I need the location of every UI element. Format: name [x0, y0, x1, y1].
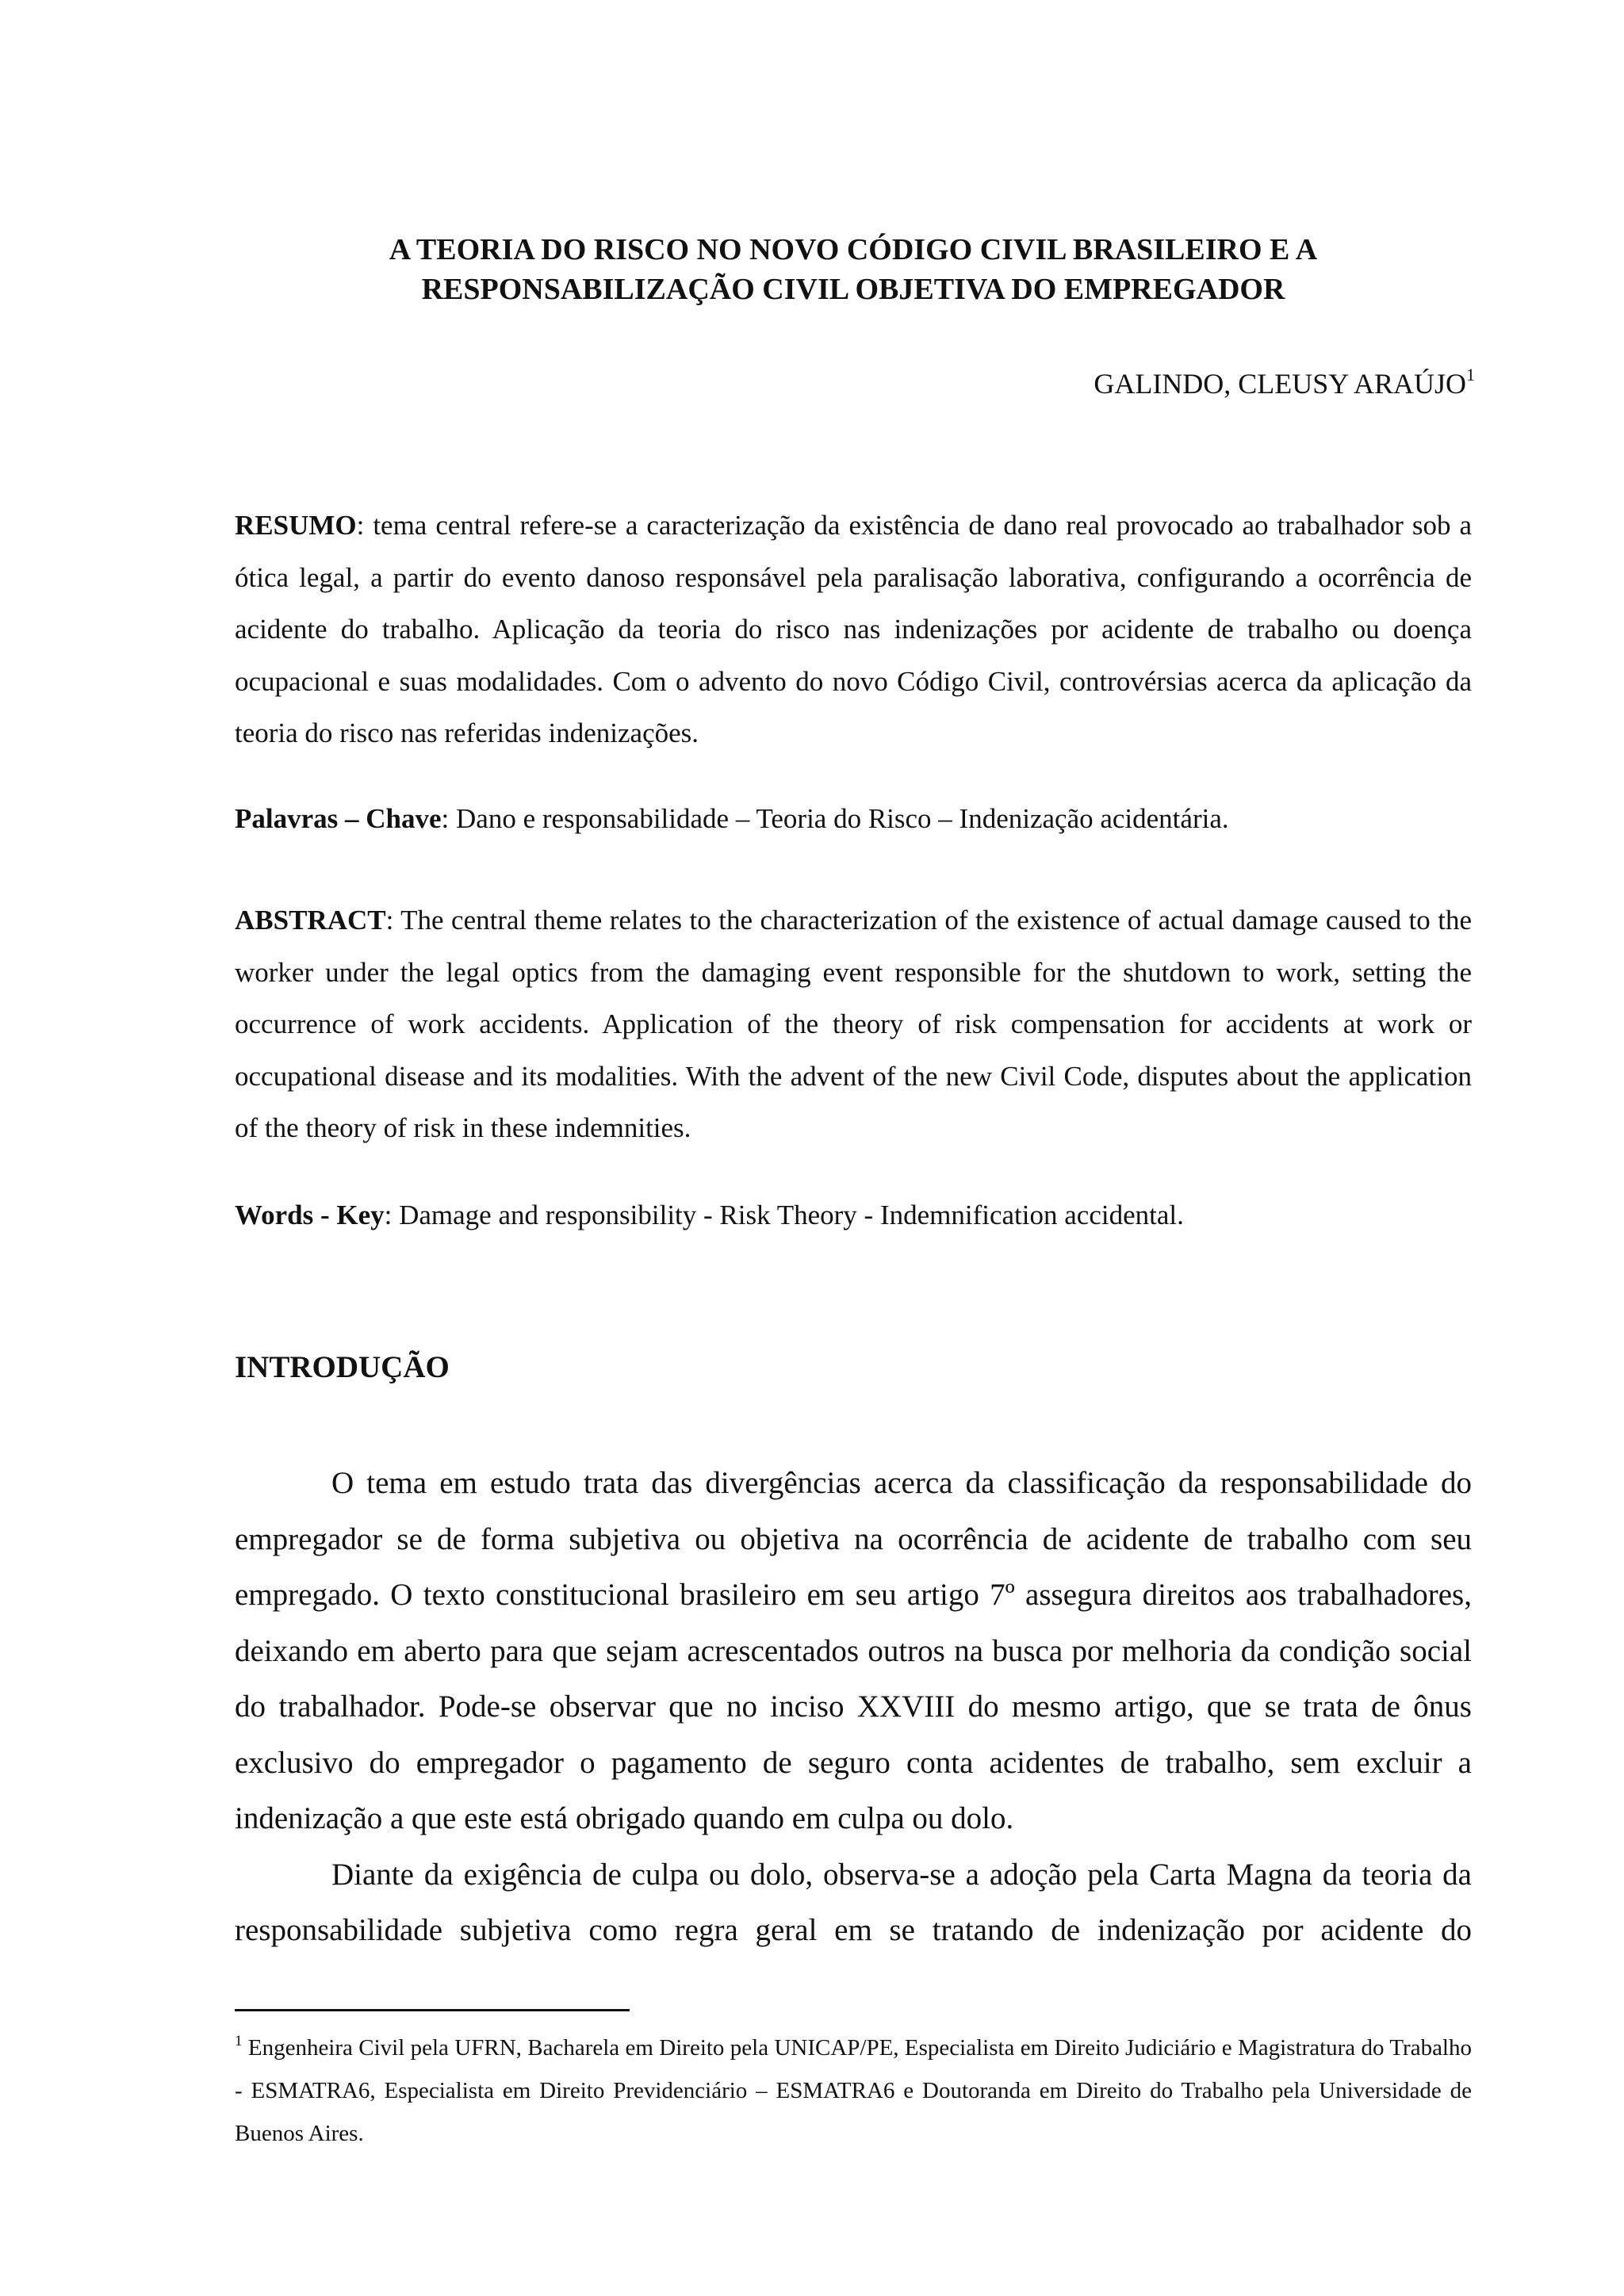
abstract-label: ABSTRACT [235, 905, 386, 936]
paper-title-line-2: RESPONSABILIZAÇÃO CIVIL OBJETIVA DO EMPREGADOR [421, 273, 1285, 306]
introducao-body [235, 1456, 1472, 1959]
resumo-label: RESUMO [235, 510, 357, 541]
introducao-paragraph-2: Diante da exigência de culpa ou dolo, observa-se a adoção pela Carta Magna da teoria da responsabilidade subjetiva como regra geral em se tratando de indenização por acidente do [235, 1857, 1472, 1947]
author-name: GALINDO, CLEUSY ARAÚJO [1094, 368, 1466, 400]
author-footnote-mark: 1 [1466, 365, 1475, 385]
paper-title-line-1: A TEORIA DO RISCO NO NOVO CÓDIGO CIVIL BRASILEIRO E A [389, 233, 1318, 266]
palavras-chave-label: Palavras – Chave [235, 803, 442, 834]
footnote [235, 2026, 1472, 2155]
words-key-paragraph [235, 1189, 1472, 1242]
abstract-paragraph [235, 894, 1472, 1154]
footnote-text: Engenheira Civil pela UFRN, Bacharela em Direito pela UNICAP/PE, Especialista em Direito Judiciário e Magistratura do Trabalho - ESMATRA6, Especialista em Direito Previdenciário – ESMATRA6 e Doutoranda em Direito do Trabalho pela Universidade de Buenos Aires. [235, 2035, 1472, 2146]
palavras-chave-paragraph [235, 793, 1472, 845]
abstract-text: : The central theme relates to the characterization of the existence of actual damage caused to the worker under the legal optics from the damaging event responsible for the shutdown to work, setting the occurrence of work accidents. Application of the theory of risk compensation for accidents at work or occupational disease and its modalities. With the advent of the new Civil Code, disputes about the application of the theory of risk in these indemnities. [235, 905, 1472, 1143]
footnote-mark: 1 [235, 2033, 243, 2049]
palavras-chave-text: : Dano e responsabilidade – Teoria do Risco – Indenização acidentária. [441, 803, 1229, 834]
paper-title [235, 230, 1472, 309]
author-line [1094, 366, 1475, 401]
footnote-separator [235, 2009, 630, 2011]
introducao-paragraph-1: O tema em estudo trata das divergências acerca da classificação da responsabilidade do empregador se de forma subjetiva ou objetiva na ocorrência de acidente de trabalho com seu empregado. O texto constitucional brasileiro em seu artigo 7º assegura direitos aos trabalhadores, deixando em aberto para que sejam acrescentados outros na busca por melhoria da condição social do trabalhador. Pode-se observar que no inciso XXVIII do mesmo artigo, que se trata de ônus exclusivo do empregador o pagamento de seguro conta acidentes de trabalho, sem excluir a indenização a que este está obrigado quando em culpa ou dolo. [235, 1466, 1472, 1835]
introducao-heading: INTRODUÇÃO [235, 1350, 450, 1384]
resumo-paragraph [235, 499, 1472, 760]
resumo-text: : tema central refere-se a caracterização da existência de dano real provocado ao trabalhador sob a ótica legal, a partir do evento danoso responsável pela paralisação laborativa, configurando a ocorrência de acidente do trabalho. Aplicação da teoria do risco nas indenizações por acidente de trabalho ou doença ocupacional e suas modalidades. Com o advento do novo Código Civil, controvérsias acerca da aplicação da teoria do risco nas referidas indenizações. [235, 510, 1472, 748]
words-key-text: : Damage and responsibility - Risk Theory - Indemnification accidental. [384, 1200, 1184, 1230]
words-key-label: Words - Key [235, 1200, 385, 1230]
